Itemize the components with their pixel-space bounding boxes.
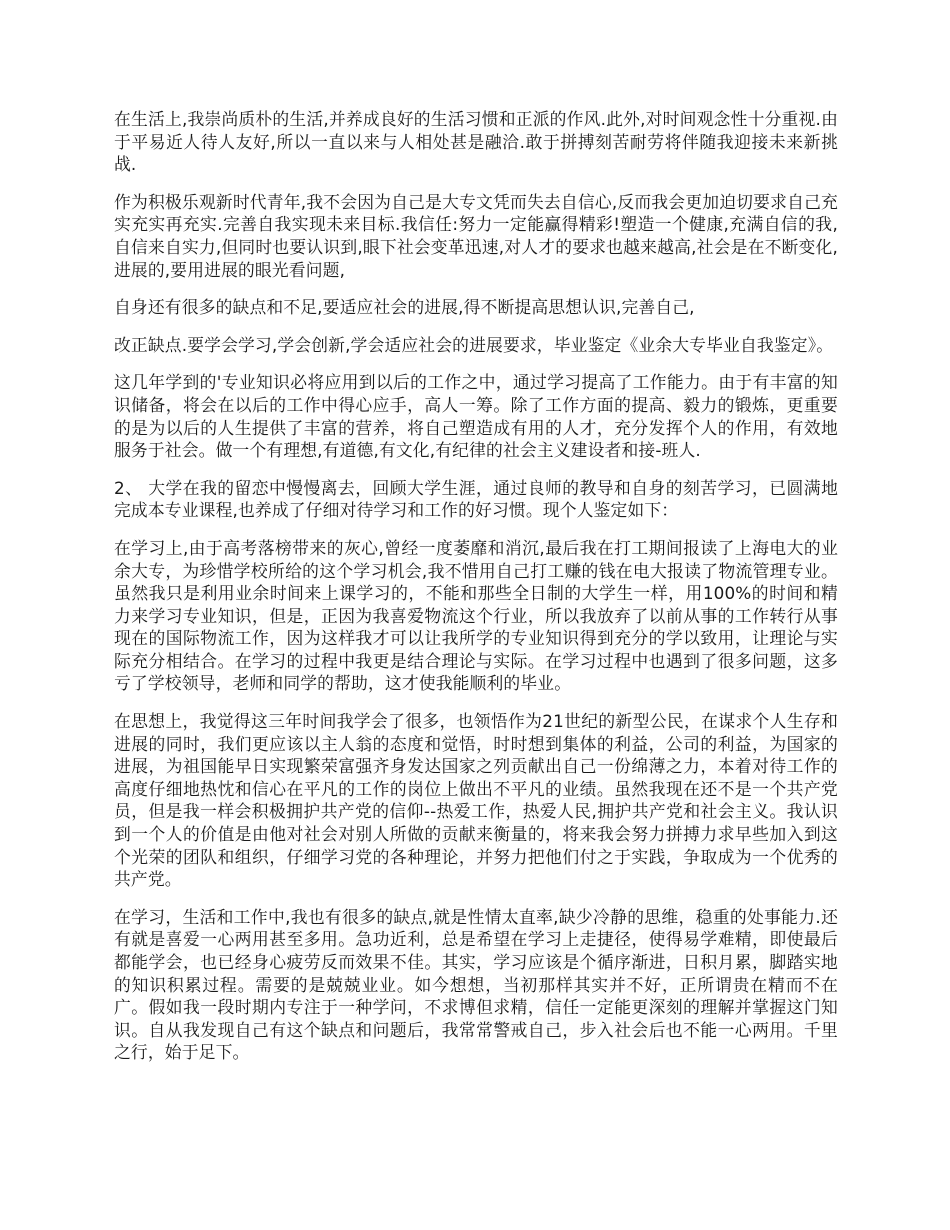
paragraph-youth: 作为积极乐观新时代青年,我不会因为自己是大专文凭而失去自信心,反而我会更加迫切要求自己充实充实再充实.完善自我实现未来目标.我信任:努力一定能赢得精彩!塑造一个健康,充满自信的我,自信来自实力,但同时也要认识到,眼下社会变革迅速,对人才的要求也越来越高,社会是在不断变化,进展的,要用进展的眼光看问题, bbox=[114, 191, 838, 280]
paragraph-defects: 在学习，生活和工作中,我也有很多的缺点,就是性情太直率,缺少冷静的思维，稳重的处事能力.还有就是喜爱一心两用甚至多用。急功近利，总是希望在学习上走捷径，使得易学难精，即使最后都能学会，也已经身心疲劳反而效果不佳。其实，学习应该是个循序渐进，日积月累，脚踏实地的知识积累过程。需要的是兢兢业业。如今想想，当初那样其实并不好，正所谓贵在精而不在广。假如我一段时期内专注于一种学问，不求博但求精，信任一定能更深刻的理解并掌握这门知识。自从我发现自己有这个缺点和问题后，我常常警戒自己，步入社会后也不能一心两用。千里之行，始于足下。 bbox=[114, 906, 838, 1063]
paragraph-study: 在学习上,由于高考落榜带来的灰心,曾经一度萎靡和消沉,最后我在打工期间报读了上海电大的业余大专，为珍惜学校所给的这个学习机会,我不惜用自己打工赚的钱在电大报读了物流管理专业。虽然我只是利用业余时间来上课学习的，不能和那些全日制的大学生一样，用100%的时间和精力来学习专业知识，但是，正因为我喜爱物流这个行业，所以我放弃了以前从事的工作转行从事现在的国际物流工作，因为这样我才可以让我所学的专业知识得到充分的学以致用，让理论与实际充分相结合。在学习的过程中我更是结合理论与实际。在学习过程中也遇到了很多问题，这多亏了学校领导，老师和同学的帮助，这才使我能顺利的毕业。 bbox=[114, 537, 838, 694]
paragraph-life: 在生活上,我崇尚质朴的生活,并养成良好的生活习惯和正派的作风.此外,对时间观念性十分重视.由于平易近人待人友好,所以一直以来与人相处甚是融洽.敢于拼搏刻苦耐劳将伴随我迎接未来新挑战. bbox=[114, 109, 838, 175]
paragraph-university: 2、 大学在我的留恋中慢慢离去，回顾大学生涯，通过良师的教导和自身的刻苦学习，已圆满地完成本专业课程,也养成了仔细对待学习和工作的好习惯。现个人鉴定如下： bbox=[114, 477, 838, 521]
paragraph-shortcomings: 自身还有很多的缺点和不足,要适应社会的进展,得不断提高思想认识,完善自己, bbox=[114, 297, 695, 318]
paragraph-correct: 改正缺点.要学会学习,学会创新,学会适应社会的进展要求，毕业鉴定《业余大专毕业自我鉴定》。 bbox=[114, 334, 834, 355]
paragraph-thought: 在思想上，我觉得这三年时间我学会了很多，也领悟作为21世纪的新型公民，在谋求个人生存和进展的同时，我们更应该以主人翁的态度和觉悟，时时想到集体的利益，公司的利益，为国家的进展，为祖国能早日实现繁荣富强齐身发达国家之列贡献出自己一份绵薄之力，本着对待工作的高度仔细地热忱和信心在平凡的工作的岗位上做出不平凡的业绩。虽然我现在还不是一个共产党员，但是我一样会积极拥护共产党的信仰--热爱工作，热爱人民,拥护共产党和社会主义。我认识到一个人的价值是由他对社会对别人所做的贡献来衡量的，将来我会努力拼搏力求早些加入到这个光荣的团队和组织，仔细学习党的各种理论，并努力把他们付之于实践，争取成为一个优秀的共产党。 bbox=[114, 711, 838, 890]
document-body bbox=[114, 108, 838, 1079]
paragraph-knowledge: 这几年学到的'专业知识必将应用到以后的工作之中，通过学习提高了工作能力。由于有丰富的知识储备，将会在以后的工作中得心应手，高人一筹。除了工作方面的提高、毅力的锻炼，更重要的是为以后的人生提供了丰富的营养，将自己塑造成有用的人才，充分发挥个人的作用，有效地服务于社会。做一个有理想,有道德,有文化,有纪律的社会主义建设者和接-班人. bbox=[114, 372, 838, 461]
